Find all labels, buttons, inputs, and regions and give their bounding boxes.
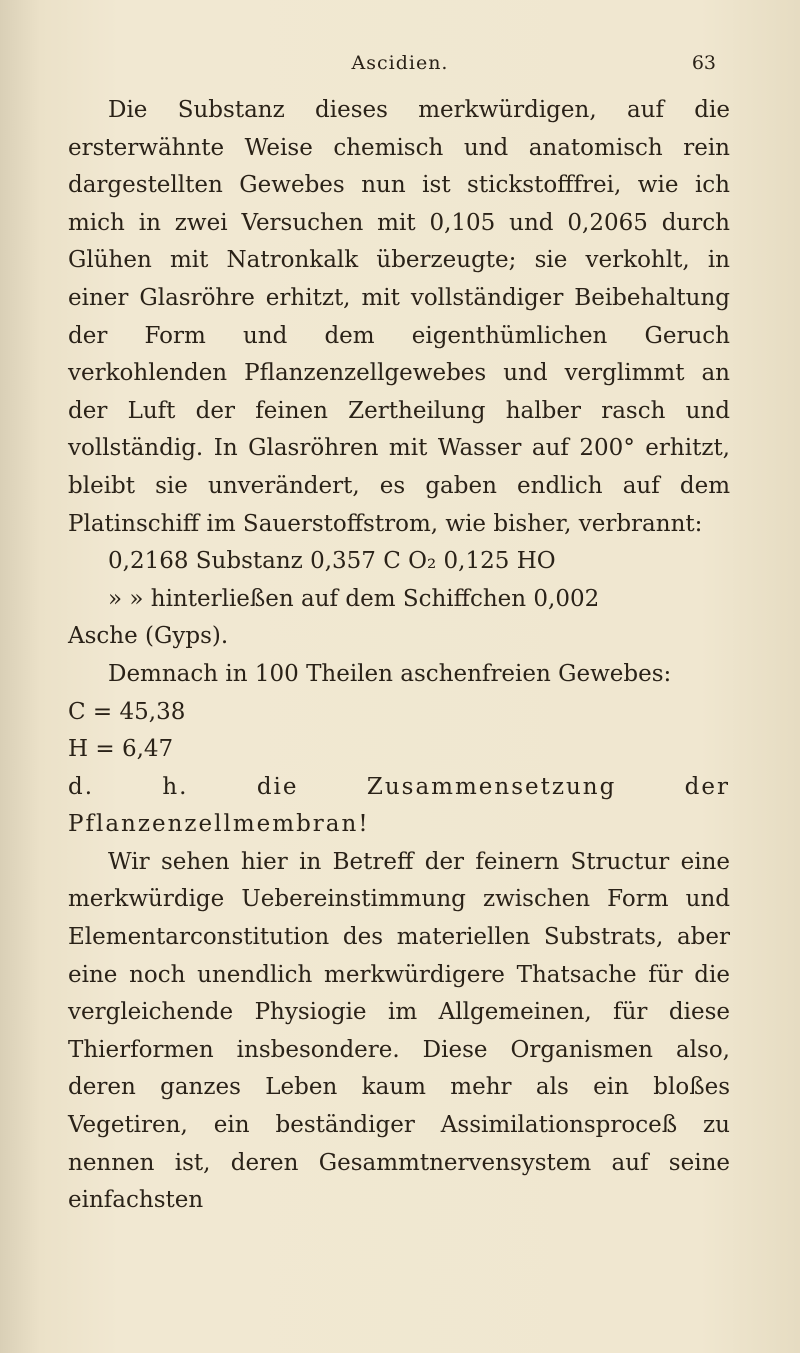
paragraph-closing: Wir sehen hier in Betreff der feinern Structur eine merkwürdige Uebereinstimmung zwischen Form und Elementarconstitution des materiellen Substrats, aber eine noch unendlich merkwürdigere Thatsache für die vergleichende Physiogie im Allgemeinen, für diese Thierformen insbesondere. Diese Organismen also, deren ganzes Leben kaum mehr als ein bloßes Vegetiren, ein beständiger Assimilationsproceß zu nennen ist, deren Gesammtnervensystem auf seine einfachsten — [68, 848, 730, 1214]
combustion-line-3: Asche (Gyps). — [68, 623, 229, 650]
page-header — [0, 48, 800, 78]
combustion-line-2: » » hinterließen auf dem Schiffchen 0,002 — [108, 585, 600, 612]
result-conclusion: d. h. die Zusammensetzung der Pflanzenzellmembran! — [68, 773, 730, 838]
body-text — [68, 92, 730, 1220]
paragraph-substance: Die Substanz dieses merkwürdigen, auf die ersterwähnte Weise chemisch und anatomisch rein dargestellten Gewebes nun ist stickstofffrei, wie ich mich in zwei Versuchen mit 0,105 und 0,2065 durch Glühen mit Natronkalk überzeugte; sie verkohlt, in einer Glasröhre erhitzt, mit vollständiger Beibehaltung der Form und dem eigenthümlichen Geruch verkohlenden Pflanzenzellgewebes und verglimmt an der Luft der feinen Zertheilung halber rasch und vollständig. In Glasröhren mit Wasser auf 200° erhitzt, bleibt sie unverändert, es gaben endlich auf dem Platinschiff im Sauerstoffstrom, wie bisher, verbrannt: — [68, 97, 730, 537]
result-hydrogen: H = 6,47 — [68, 736, 174, 763]
page-number: 63 — [691, 52, 716, 74]
running-title: Ascidien. — [351, 52, 449, 74]
result-carbon: C = 45,38 — [68, 698, 186, 725]
result-intro: Demnach in 100 Theilen aschenfreien Gewebes: — [108, 660, 672, 687]
combustion-line-1: 0,2168 Substanz 0,357 C O₂ 0,125 HO — [108, 548, 556, 575]
